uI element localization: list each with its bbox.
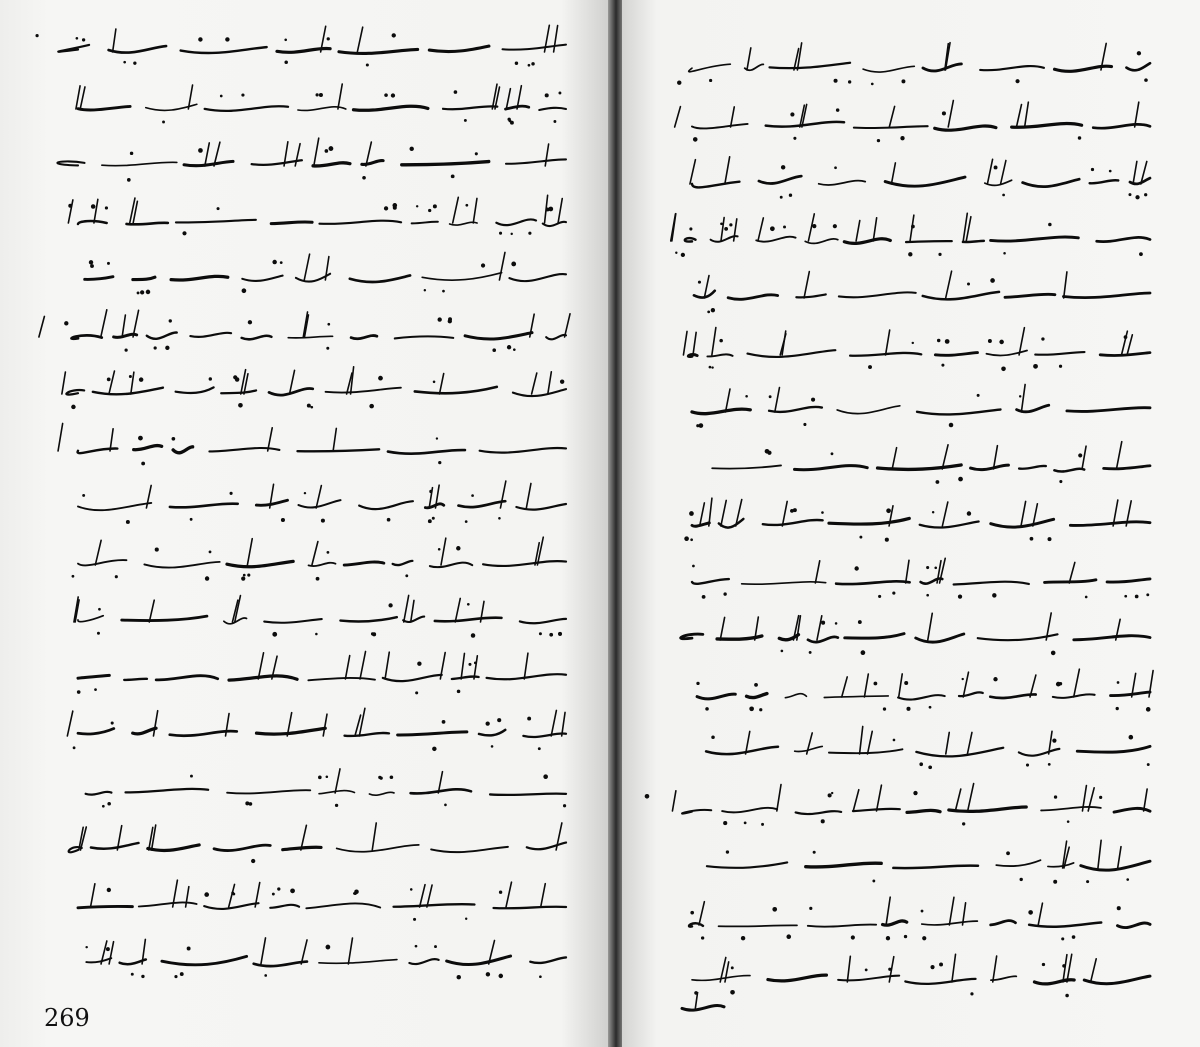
handwriting-strokes [684, 738, 1154, 778]
right-handwritten-line [622, 353, 1200, 354]
handwriting-strokes [684, 396, 1154, 436]
left-handwritten-line [0, 848, 610, 849]
left-handwritten-line [0, 335, 610, 336]
handwriting-strokes [684, 567, 1154, 607]
handwriting-strokes [684, 453, 1154, 493]
right-handwritten-line [622, 125, 1200, 126]
left-handwritten-line [0, 107, 610, 108]
handwriting-strokes [684, 111, 1154, 151]
handwriting-strokes [70, 435, 570, 475]
handwriting-strokes [684, 852, 1154, 892]
handwriting-strokes [70, 720, 570, 760]
right-handwritten-line [622, 923, 1200, 924]
handwriting-strokes [684, 510, 1154, 550]
page-number: 269 [44, 1004, 90, 1032]
handwriting-strokes [70, 948, 570, 988]
left-handwritten-line [0, 221, 610, 222]
left-handwritten-line [0, 278, 610, 279]
right-page [622, 0, 1200, 1047]
handwriting-strokes [70, 36, 570, 76]
left-handwritten-line [0, 905, 610, 906]
right-handwritten-line [622, 695, 1200, 696]
handwriting-strokes [70, 207, 570, 247]
handwriting-strokes [684, 225, 1154, 265]
left-handwritten-line [0, 734, 610, 735]
right-handwritten-line [622, 638, 1200, 639]
handwriting-strokes [684, 339, 1154, 379]
handwriting-strokes [70, 606, 570, 646]
left-handwritten-line [0, 449, 610, 450]
handwriting-strokes [70, 492, 570, 532]
handwriting-strokes [684, 795, 1154, 835]
right-handwritten-line [622, 524, 1200, 525]
right-handwritten-line [622, 809, 1200, 810]
catchword-strokes [658, 992, 728, 1032]
handwriting-strokes [70, 663, 570, 703]
left-handwritten-line [0, 962, 610, 963]
right-handwritten-line [622, 752, 1200, 753]
handwriting-strokes [70, 264, 570, 304]
left-handwritten-line [0, 677, 610, 678]
left-handwritten-line [0, 50, 610, 51]
handwriting-strokes [684, 54, 1154, 94]
left-handwritten-line [0, 506, 610, 507]
right-handwritten-line [622, 296, 1200, 297]
right-handwritten-line [622, 866, 1200, 867]
handwriting-strokes [70, 549, 570, 589]
right-handwritten-line [622, 581, 1200, 582]
handwriting-strokes [70, 777, 570, 817]
handwriting-strokes [70, 321, 570, 361]
handwriting-strokes [70, 891, 570, 931]
handwriting-strokes [684, 681, 1154, 721]
handwriting-strokes [684, 909, 1154, 949]
handwriting-strokes [70, 378, 570, 418]
handwriting-strokes [684, 168, 1154, 208]
handwriting-strokes [684, 282, 1154, 322]
left-handwritten-line [0, 392, 610, 393]
right-handwritten-line [622, 980, 1200, 981]
handwriting-strokes [684, 966, 1154, 1006]
right-handwritten-line [622, 68, 1200, 69]
right-handwriting-block [622, 0, 1200, 1047]
handwriting-strokes [684, 624, 1154, 664]
handwriting-strokes [70, 93, 570, 133]
handwriting-strokes [70, 150, 570, 190]
right-handwritten-line [622, 467, 1200, 468]
left-handwritten-line [0, 620, 610, 621]
right-handwritten-line [622, 239, 1200, 240]
left-handwritten-line [0, 164, 610, 165]
left-handwritten-line [0, 791, 610, 792]
right-handwritten-line [622, 182, 1200, 183]
handwriting-strokes [70, 834, 570, 874]
right-handwritten-line [622, 410, 1200, 411]
catchword [658, 992, 728, 1036]
left-handwritten-line [0, 563, 610, 564]
